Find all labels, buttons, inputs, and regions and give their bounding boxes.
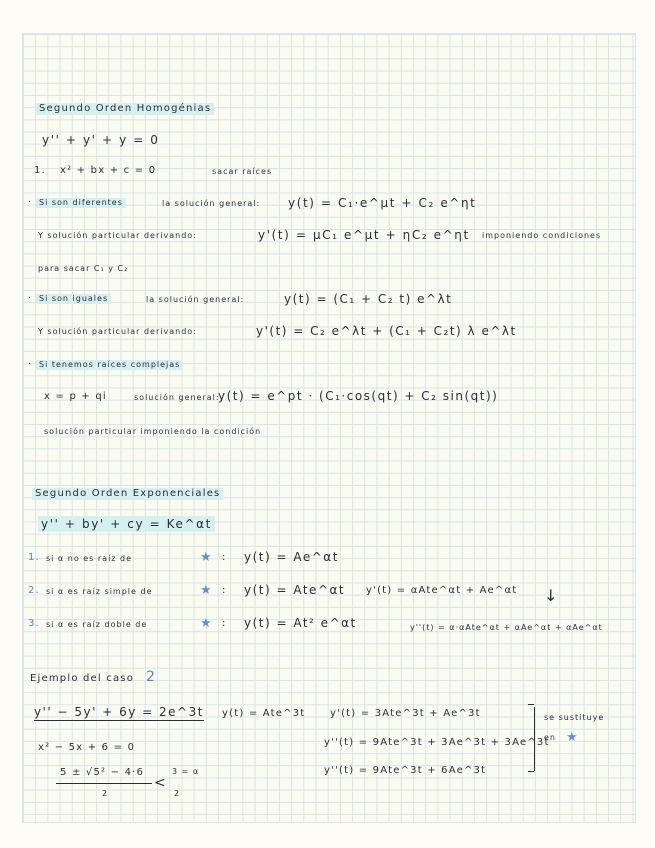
particular1-note: imponiendo condiciones — [482, 231, 602, 240]
case3-derivative: y''(t) = α·αAte^αt + αAe^αt + αAe^αt — [410, 623, 603, 632]
example-equation: y'' − 5y' + 6y = 2e^3t — [34, 705, 204, 719]
bullet2: · — [28, 293, 33, 304]
case-different: Si son diferentes — [36, 198, 126, 208]
case-equal: Si son iguales — [36, 294, 111, 304]
case1-equation: y(t) = Ae^αt — [244, 550, 339, 564]
section1-equation: y'' + y' + y = 0 — [42, 133, 160, 147]
bullet3: · — [28, 359, 33, 370]
example-first-derivative: y'(t) = 3Ate^3t + Ae^3t — [330, 708, 481, 719]
particular3-text: solución particular imponiendo la condición — [44, 427, 262, 436]
case2-text: si α es raíz simple de — [46, 587, 153, 596]
step1-number: 1. — [34, 165, 46, 176]
section2-equation — [38, 518, 215, 530]
bracket — [530, 707, 535, 771]
case-complex-equation: y(t) = e^pt · (C₁·cos(qt) + C₂ sin(qt)) — [218, 389, 499, 403]
example-second-derivative-simplified: y''(t) = 9Ate^3t + 6Ae^3t — [324, 765, 487, 776]
bullet1: · — [28, 197, 33, 208]
case1-number: 1. — [28, 552, 40, 563]
particular1-equation: y'(t) = μC₁ e^μt + ηC₂ e^ηt — [258, 228, 470, 242]
root-alpha: 3 = α — [172, 767, 200, 776]
example-star-icon: ★ — [566, 730, 579, 745]
case3-star-icon: ★ — [200, 616, 213, 631]
bracket-top — [528, 704, 534, 705]
case3-number: 3. — [28, 618, 40, 629]
constants-text: para sacar C₁ y C₂ — [38, 264, 129, 273]
particular2-text: Y solución particular derivando: — [38, 327, 197, 336]
bracket-bottom — [528, 771, 534, 772]
case1-star-icon: ★ — [200, 550, 213, 565]
case2-derivative: y'(t) = αAte^αt + Ae^αt — [366, 585, 518, 596]
quadratic-denominator: 2 — [102, 789, 109, 798]
substitute-note-in: en — [544, 733, 556, 742]
complex-roots: x = p + qi — [44, 391, 107, 402]
case-equal-text: la solución general: — [146, 295, 245, 304]
case1-text: si α no es raíz de — [46, 554, 133, 563]
characteristic-equation: x² − 5x + 6 = 0 — [38, 742, 136, 753]
example-second-derivative: y''(t) = 9Ate^3t + 3Ae^3t + 3Ae^3t — [324, 737, 550, 748]
case-complex: Si tenemos raíces complejas — [36, 360, 183, 370]
case-different-equation: y(t) = C₁·e^μt + C₂ e^ηt — [288, 196, 477, 210]
case2-colon: : — [222, 585, 227, 596]
case3-colon: : — [222, 618, 227, 629]
section1-title: Segundo Orden Homogénias — [36, 103, 214, 115]
case2-equation: y(t) = Ate^αt — [244, 583, 346, 597]
case3-equation: y(t) = At² e^αt — [244, 616, 357, 630]
section2-title: Segundo Orden Exponenciales — [32, 488, 223, 500]
case-equal-equation: y(t) = (C₁ + C₂ t) e^λt — [284, 292, 453, 306]
fraction-line — [56, 783, 152, 784]
example-ansatz: y(t) = Ate^3t — [222, 708, 306, 719]
case3-text: si α es raíz doble de — [46, 620, 148, 629]
example-title: Ejemplo del caso — [30, 673, 135, 684]
particular1-text: Y solución particular derivando: — [38, 231, 197, 240]
root-two: 2 — [174, 789, 181, 798]
substitute-note: se sustituye — [544, 713, 605, 722]
down-arrow-icon: ↓ — [544, 586, 558, 605]
case2-number: 2. — [28, 585, 40, 596]
particular2-equation: y'(t) = C₂ e^λt + (C₁ + C₂t) λ e^λt — [256, 324, 517, 338]
step1-equation: x² + bx + c = 0 — [60, 165, 157, 176]
case-different-text: la solución general: — [162, 199, 261, 208]
example-case-number: 2 — [146, 669, 157, 685]
case2-star-icon: ★ — [200, 583, 213, 598]
step1-text: sacar raíces — [212, 167, 273, 176]
section2-equation-text: y'' + by' + cy = Ke^αt — [38, 516, 215, 532]
quadratic-numerator: 5 ± √5² − 4·6 — [60, 767, 145, 778]
case-complex-text: solución general: — [134, 393, 220, 402]
case1-colon: : — [222, 552, 227, 563]
roots-brace: < — [154, 775, 168, 791]
